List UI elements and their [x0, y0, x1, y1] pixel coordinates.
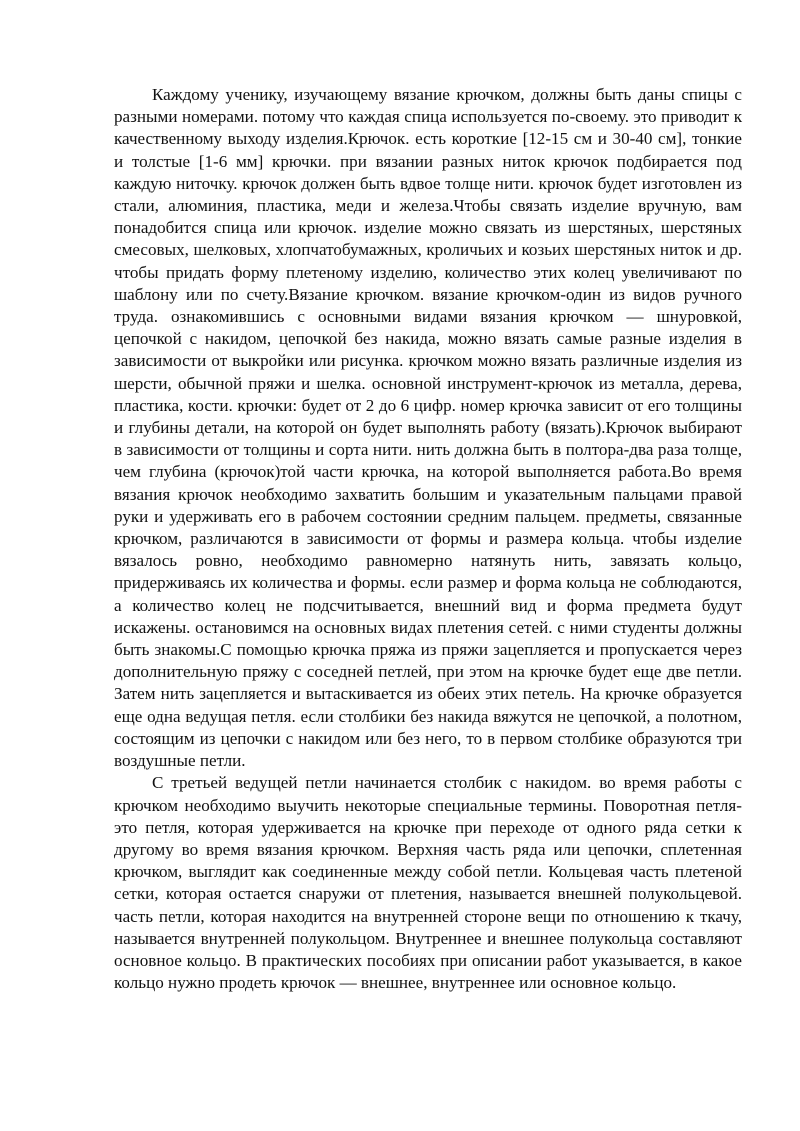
paragraph-2: С третьей ведущей петли начинается столбик с накидом. во время работы с крючком необходимо выучить некоторые специальные термины. Поворотная петля-это петля, которая удерживается на крючке при переходе от одного ряда сетки к другому во время вязания крючком. Верхняя часть ряда или цепочки, сплетенная крючком, выглядит как соединенные между собой петли. Кольцевая часть плетеной сетки, которая остается снаружи от плетения, называется внешней полукольцевой. часть петли, которая находится на внутренней стороне вещи по отношению к ткачу, называется внутренней полукольцом. Внутреннее и внешнее полукольца составляют основное кольцо. В практических пособиях при описании работ указывается, в какое кольцо нужно продеть крючок — внешнее, внутреннее или основное кольцо.: [114, 773, 742, 993]
body-text: [114, 84, 742, 994]
paragraph-1: Каждому ученику, изучающему вязание крючком, должны быть даны спицы с разными номерами. потому что каждая спица используется по-своему. это приводит к качественному выходу изделия.Крючок. есть короткие [12-15 см и 30-40 см], тонкие и толстые [1-6 мм] крючки. при вязании разных ниток крючок подбирается под каждую ниточку. крючок должен быть вдвое толще нити. крючок будет изготовлен из стали, алюминия, пластика, меди и железа.Чтобы связать изделие вручную, вам понадобится спица или крючок. изделие можно связать из шерстяных, шерстяных смесовых, шелковых, хлопчатобумажных, кроличьих и козьих шерстяных ниток и др. чтобы придать форму плетеному изделию, количество этих колец увеличивают по шаблону или по счету.Вязание крючком. вязание крючком-один из видов ручного труда. ознакомившись с основными видами вязания крючком — шнуровкой, цепочкой с накидом, цепочкой без накида, можно вязать самые разные изделия в зависимости от выкройки или рисунка. крючком можно вязать различные изделия из шерсти, обычной пряжи и шелка. основной инструмент-крючок из металла, дерева, пластика, кости. крючки: будет от 2 до 6 цифр. номер крючка зависит от его толщины и глубины детали, на которой он будет выполнять работу (вязать).Крючок выбирают в зависимости от толщины и сорта нити. нить должна быть в полтора-два раза толще, чем глубина (крючок)той части крючка, на которой выполняется работа.Во время вязания крючок необходимо захватить большим и указательным пальцами правой руки и удерживать его в рабочем состоянии средним пальцем. предметы, связанные крючком, различаются в зависимости от формы и размера кольца. чтобы изделие вязалось ровно, необходимо равномерно натянуть нить, завязать кольцо, придерживаясь их количества и формы. если размер и форма кольца не соблюдаются, а количество колец не подсчитывается, внешний вид и форма предмета будут искажены. остановимся на основных видах плетения сетей. с ними студенты должны быть знакомы.С помощью крючка пряжа из пряжи зацепляется и пропускается через дополнительную пряжу с соседней петлей, при этом на крючке будет еще две петли. Затем нить зацепляется и вытаскивается из обеих этих петель. На крючке образуется еще одна ведущая петля. если столбики без накида вяжутся не цепочкой, а полотном, состоящим из цепочки с накидом или без него, то в первом столбике образуются три воздушные петли.: [114, 85, 742, 771]
